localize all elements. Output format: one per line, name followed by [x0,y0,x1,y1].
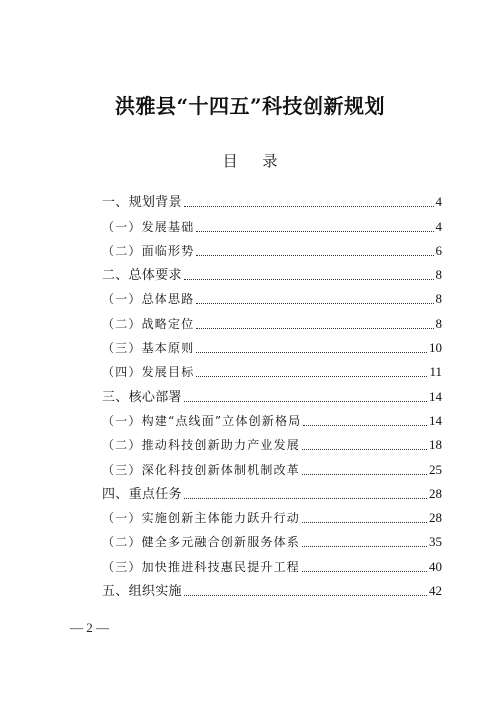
toc-entry-3-2[interactable] [102,429,442,453]
toc-leader-dots [184,278,434,280]
toc-leader-dots [302,570,427,572]
toc-entry-4-1[interactable] [102,502,442,526]
toc-entry-4[interactable] [102,478,442,502]
toc-entry-1-2[interactable] [102,235,442,259]
toc-entry-2-1[interactable] [102,283,442,307]
toc-leader-dots [196,351,427,353]
toc-entry-2-4[interactable] [102,356,442,380]
toc-entry-label: （二）推动科技创新助力产业发展 [102,438,301,453]
toc-entry-label: （一）总体思路 [102,292,195,307]
toc-entry-page: 8 [435,315,442,331]
toc-entry-page: 28 [429,510,442,526]
toc-entry-3[interactable] [102,380,442,404]
toc-heading: 目 录 [222,152,288,170]
toc-entry-4-2[interactable] [102,526,442,550]
toc-entry-page: 6 [435,242,442,258]
toc-entry-page: 11 [429,364,442,380]
toc-entry-label: （二）面临形势 [102,243,195,258]
toc-entry-label: （三）加快推进科技惠民提升工程 [102,559,301,574]
toc-entry-label: （三）基本原则 [102,341,195,356]
toc-entry-label: （二）战略定位 [102,316,195,331]
toc-entry-page: 8 [435,291,442,307]
toc-entry-label: 五、组织实施 [102,584,182,600]
toc-entry-label: （一）实施创新主体能力跃升行动 [102,511,301,526]
toc-leader-dots [302,545,427,547]
toc-entry-2[interactable] [102,259,442,283]
toc-entry-page: 10 [429,340,442,356]
toc-entry-1[interactable] [102,186,442,210]
toc-leader-dots [196,375,427,377]
toc-entry-page: 40 [429,558,442,574]
toc-entry-label: （三）深化科技创新体制机制改革 [102,462,301,477]
toc-entry-3-3[interactable] [102,453,442,477]
toc-entry-label: （一）构建“点线面”立体创新格局 [102,413,302,428]
toc-entry-3-1[interactable] [102,405,442,429]
toc-leader-dots [196,302,433,304]
toc-entry-4-3[interactable] [102,550,442,574]
toc-leader-dots [302,448,427,450]
toc-leader-dots [302,521,427,523]
toc-leader-dots [196,230,433,232]
toc-entry-label: 三、核心部署 [102,389,182,405]
toc-leader-dots [184,594,427,596]
toc-entry-page: 28 [429,485,442,501]
toc-leader-dots [196,254,433,256]
toc-entry-1-1[interactable] [102,210,442,234]
toc-entry-page: 18 [429,437,442,453]
toc-entry-label: 一、规划背景 [102,195,182,211]
toc-entry-page: 4 [435,218,442,234]
toc-entry-label: （四）发展目标 [102,365,195,380]
toc-leader-dots [184,205,434,207]
toc-leader-dots [184,497,427,499]
toc-entry-page: 14 [429,388,442,404]
toc-entry-page: 42 [429,583,442,599]
toc-leader-dots [303,424,427,426]
toc-entry-2-3[interactable] [102,332,442,356]
toc-entry-page: 14 [429,412,442,428]
toc-entry-page: 8 [435,267,442,283]
document-title: 洪雅县“十四五”科技创新规划 [114,94,385,118]
toc-entry-label: （一）发展基础 [102,219,195,234]
toc-entry-2-2[interactable] [102,307,442,331]
toc-entry-label: （二）健全多元融合创新服务体系 [102,535,301,550]
toc-entry-5[interactable] [102,575,442,599]
toc-entry-page: 4 [435,194,442,210]
toc-leader-dots [196,327,433,329]
table-of-contents [102,186,442,599]
toc-entry-label: 二、总体要求 [102,268,182,284]
page-footer: — 2 — [70,620,109,635]
toc-entry-page: 35 [429,534,442,550]
toc-leader-dots [302,473,427,475]
toc-entry-page: 25 [429,461,442,477]
toc-entry-label: 四、重点任务 [102,486,182,502]
toc-leader-dots [184,400,427,402]
